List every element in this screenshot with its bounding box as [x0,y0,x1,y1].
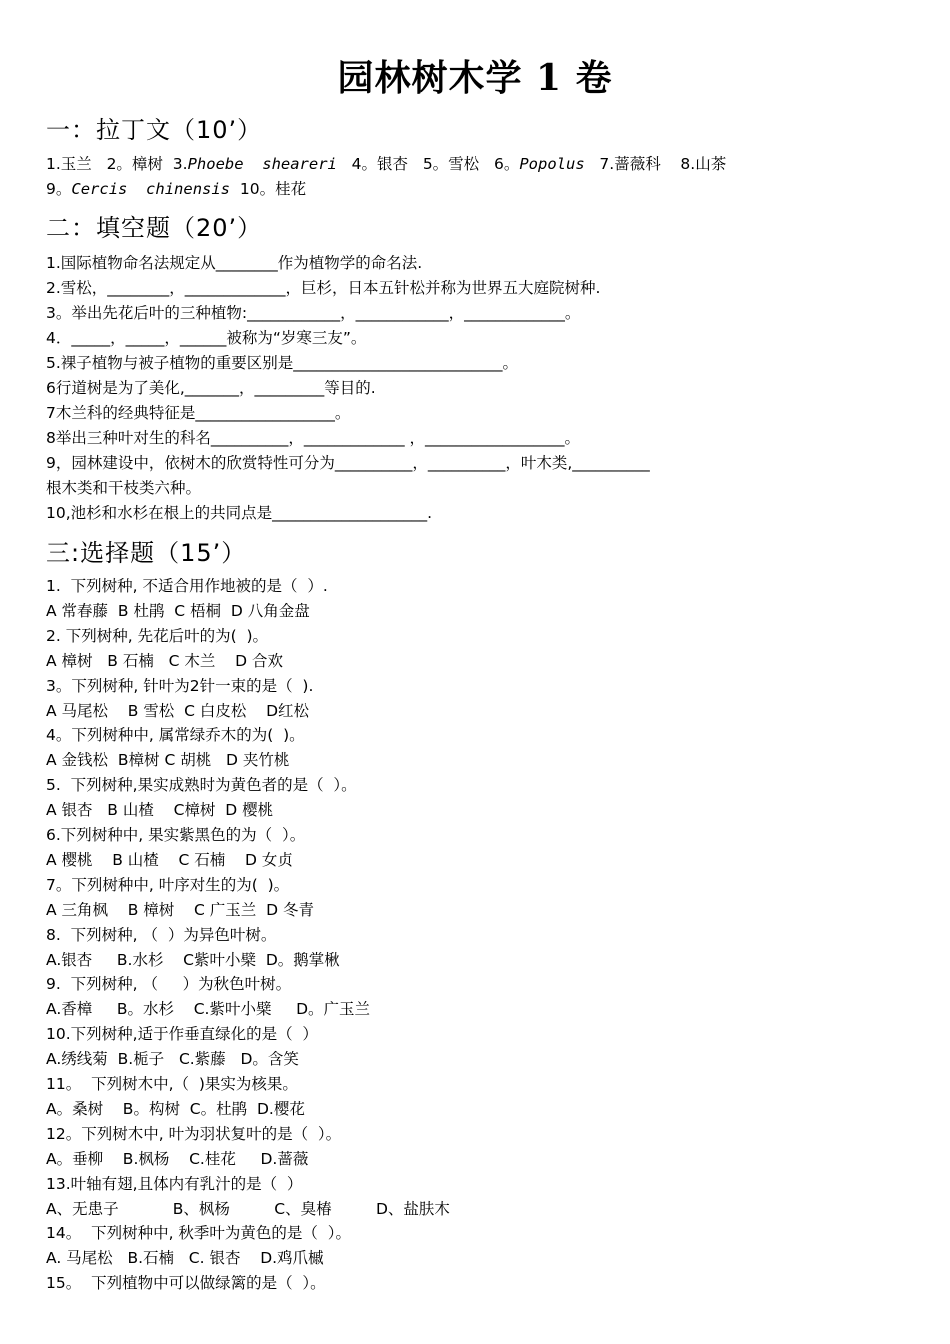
choice-options: A 金钱松 B樟树 C 胡桃 D 夹竹桃 [46,751,290,770]
choice-question: 6.下列树种中, 果实紫黑色的为（ ）。 [46,826,306,844]
fill-blank-line: 3。举出先花后叶的三种植物:____________，____________，_____________。 [46,304,581,322]
choice-question: 11。 下列树木中,（ )果实为核果。 [46,1075,298,1093]
choice-question: 2. 下列树种, 先花后叶的为( )。 [46,626,269,645]
latin-question-row-2 [46,177,306,199]
latin-row-segment: 7.蔷薇科 8.山茶 [584,155,727,173]
choice-question: 10.下列树种,适于作垂直绿化的是（ ） [46,1025,318,1044]
exam-title: 园林树木学 1 卷 [337,57,613,99]
choice-options: A 樱桃 B 山楂 C 石楠 D 女贞 [46,850,293,869]
choice-options: A 马尾松 B 雪松 C 白皮松 D红松 [46,701,310,720]
choice-options: A、无患子 B、枫杨 C、臭椿 D、盐肤木 [46,1199,450,1218]
choice-question: 14。 下列树种中, 秋季叶为黄色的是（ ）。 [46,1224,352,1243]
latin-row-segment: Cercis chinensis [71,180,231,198]
choice-options: A 银杏 B 山楂 C樟树 D 樱桃 [46,801,274,820]
section2-heading: 二：填空题（20’） [46,214,263,242]
latin-row-segment: 9。 [46,180,72,198]
section1-heading: 一：拉丁文（10’） [46,116,263,144]
choice-question: 15。 下列植物中可以做绿篱的是（ ）。 [46,1274,326,1293]
fill-blank-line: 2.雪松，________，_____________，巨杉，日本五针松并称为世界五大庭院树种. [46,279,601,297]
choice-options: A.绣线菊 B.栀子 C.紫藤 D。含笑 [46,1050,299,1069]
fill-blank-line: 4．_____，_____，______被称为“岁寒三友”。 [46,329,367,347]
choice-question: 4。下列树种中, 属常绿乔木的为( )。 [46,726,305,745]
fill-blank-line: 9，园林建设中，依树木的欣赏特性可分为__________，__________，叶木类,__________ [46,454,650,472]
choice-question: 7。下列树种中, 叶序对生的为( )。 [46,875,290,894]
choice-options: A 常春藤 B 杜鹃 C 梧桐 D 八角金盘 [46,601,310,620]
fill-blank-line: 1.国际植物命名法规定从________作为植物学的命名法. [46,254,423,272]
latin-question-row-1 [46,152,726,174]
fill-blank-line: 根木类和干枝类六种。 [46,479,202,497]
latin-row-segment: 10。桂花 [230,180,307,198]
choice-question: 1. 下列树种, 不适合用作地被的是（ ）. [46,577,328,595]
latin-row-segment: 1.玉兰 2。樟树 3. [46,155,188,173]
fill-blank-line: 10,池杉和水杉在根上的共同点是____________________. [46,504,433,522]
fill-blank-line: 7木兰科的经典特征是__________________。 [46,404,351,422]
choice-options: A 樟树 B 石楠 C 木兰 D 合欢 [46,651,283,670]
choice-question: 3。下列树种, 针叶为2针一束的是（ ). [46,676,314,695]
choice-question: 12。下列树木中, 叶为羽状复叶的是（ ）。 [46,1124,342,1143]
latin-row-segment: Popolus [519,155,585,173]
choice-options: A.香樟 B。水杉 C.紫叶小檗 D。广玉兰 [46,1000,371,1019]
choice-options: A。垂柳 B.枫杨 C.桂花 D.蔷薇 [46,1149,309,1168]
fill-blank-line: 6行道树是为了美化,_______，_________等目的. [46,379,376,397]
fill-blank-line: 8举出三种叶对生的科名__________，_____________ ，__________________。 [46,429,581,447]
latin-row-segment: 4。银杏 5。雪松 6。 [336,155,520,173]
fill-blank-line: 5.裸子植物与被子植物的重要区别是___________________________。 [46,354,519,372]
choice-question: 13.叶轴有翅,且体内有乳汁的是（ ） [46,1174,303,1193]
choice-options: A. 马尾松 B.石楠 C. 银杏 D.鸡爪槭 [46,1249,324,1268]
section3-heading: 三:选择题（15’） [46,539,247,567]
choice-question: 9. 下列树种, （ ）为秋色叶树。 [46,975,292,994]
choice-options: A.银杏 B.水杉 C紫叶小檗 D。鹅掌楸 [46,950,340,969]
choice-options: A 三角枫 B 樟树 C 广玉兰 D 冬青 [46,900,314,919]
choice-question: 5. 下列树种,果实成熟时为黄色者的是（ ）。 [46,776,357,795]
latin-row-segment: Phoebe sheareri [187,155,337,173]
choice-options: A。桑树 B。构树 C。杜鹃 D.樱花 [46,1099,305,1118]
choice-question: 8. 下列树种, （ ）为异色叶树。 [46,925,277,944]
